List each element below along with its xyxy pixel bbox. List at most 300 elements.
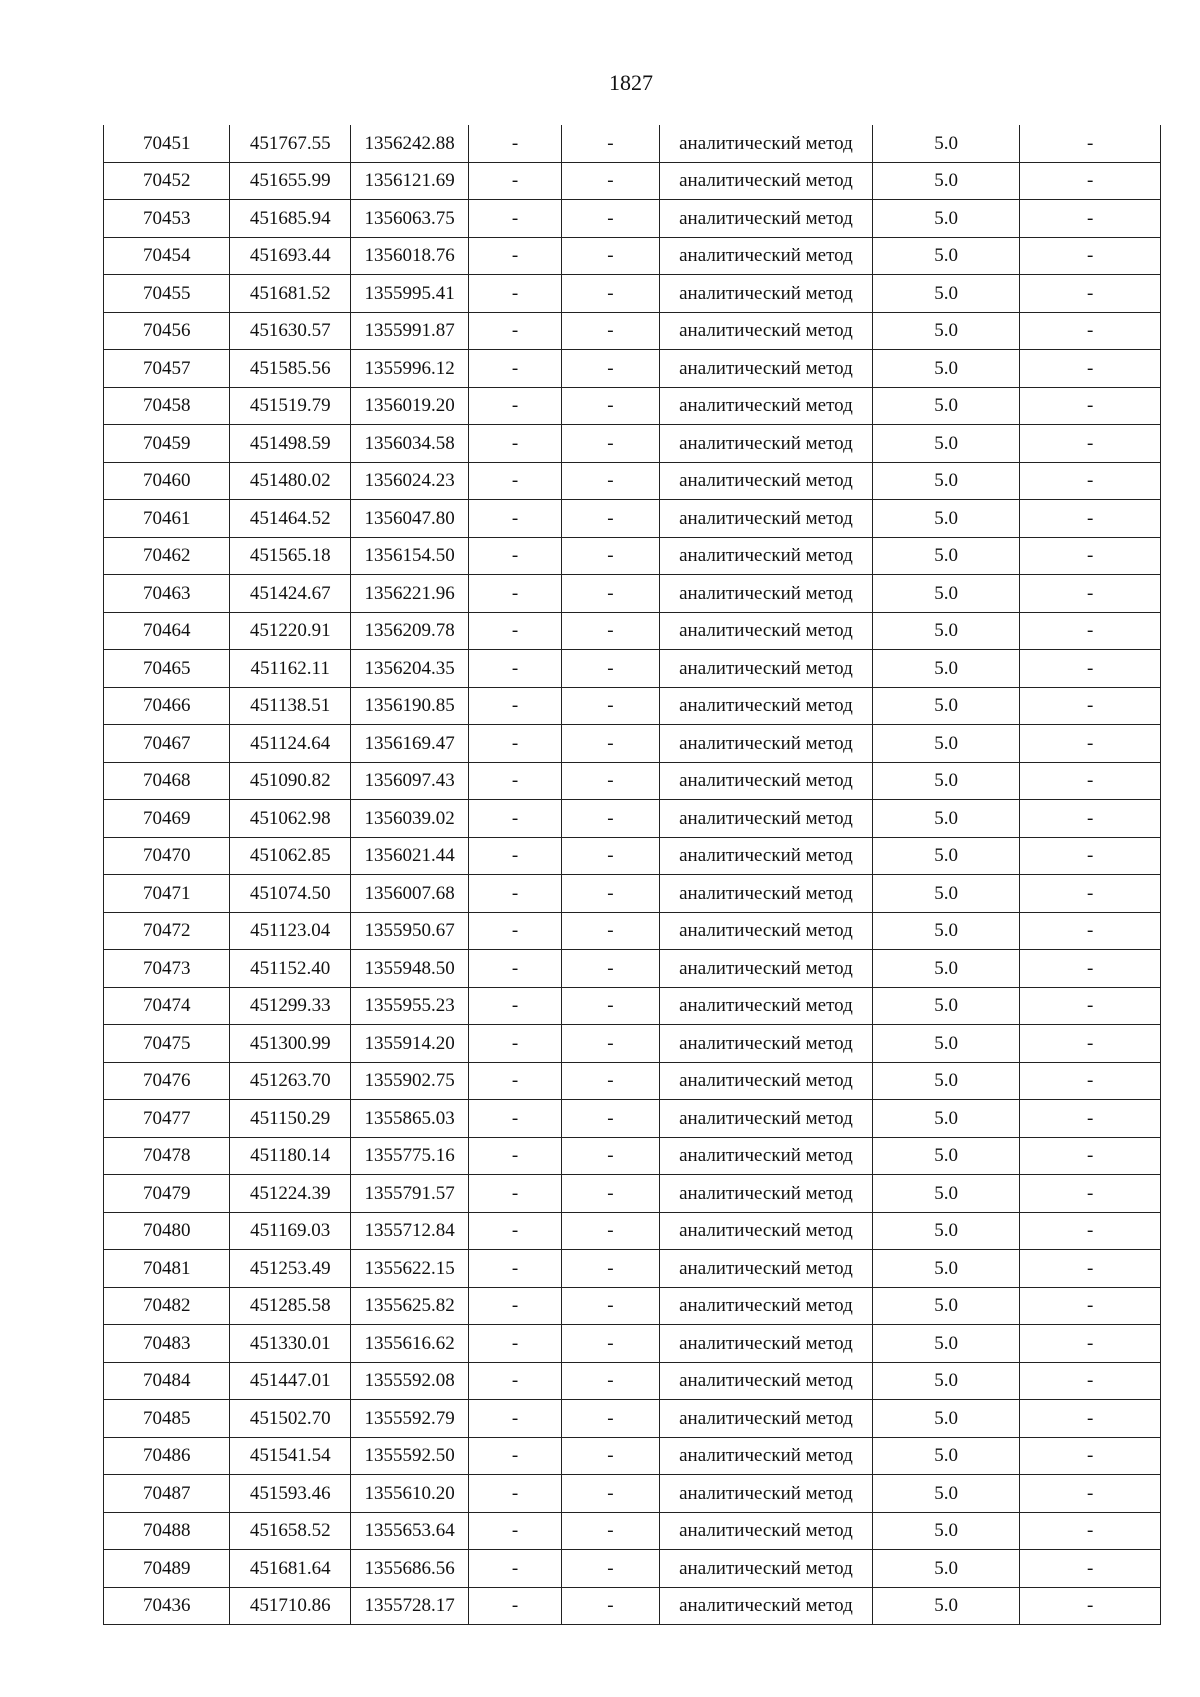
- col-5-value-cell: -: [561, 987, 659, 1025]
- x-coordinate-cell: 451767.55: [230, 125, 350, 162]
- point-number-cell: 70459: [104, 425, 230, 463]
- point-number-cell: 70473: [104, 950, 230, 988]
- col-8-value-cell: -: [1020, 1362, 1161, 1400]
- accuracy-cell: 5.0: [872, 837, 1020, 875]
- point-number-cell: 70483: [104, 1325, 230, 1363]
- table-row: [104, 687, 1161, 725]
- accuracy-cell: 5.0: [872, 1550, 1020, 1588]
- y-coordinate-cell: 1355902.75: [350, 1062, 468, 1100]
- col-5-value-cell: -: [561, 1212, 659, 1250]
- accuracy-cell: 5.0: [872, 912, 1020, 950]
- method-cell: аналитический метод: [660, 1550, 873, 1588]
- y-coordinate-cell: 1356034.58: [350, 425, 468, 463]
- table-row: [104, 1212, 1161, 1250]
- col-5-value-cell: -: [561, 1250, 659, 1288]
- x-coordinate-cell: 451480.02: [230, 462, 350, 500]
- y-coordinate-cell: 1355995.41: [350, 275, 468, 313]
- col-4-value-cell: -: [469, 1250, 561, 1288]
- col-4-value-cell: -: [469, 1362, 561, 1400]
- point-number-cell: 70465: [104, 650, 230, 688]
- col-5-value-cell: -: [561, 1137, 659, 1175]
- point-number-cell: 70467: [104, 725, 230, 763]
- table-row: [104, 1587, 1161, 1625]
- col-4-value-cell: -: [469, 987, 561, 1025]
- point-number-cell: 70453: [104, 200, 230, 238]
- point-number-cell: 70484: [104, 1362, 230, 1400]
- y-coordinate-cell: 1356019.20: [350, 387, 468, 425]
- accuracy-cell: 5.0: [872, 612, 1020, 650]
- method-cell: аналитический метод: [660, 1025, 873, 1063]
- method-cell: аналитический метод: [660, 1512, 873, 1550]
- col-4-value-cell: -: [469, 537, 561, 575]
- x-coordinate-cell: 451685.94: [230, 200, 350, 238]
- col-8-value-cell: -: [1020, 1025, 1161, 1063]
- col-8-value-cell: -: [1020, 1287, 1161, 1325]
- col-4-value-cell: -: [469, 500, 561, 538]
- col-8-value-cell: -: [1020, 462, 1161, 500]
- point-number-cell: 70455: [104, 275, 230, 313]
- point-number-cell: 70451: [104, 125, 230, 162]
- accuracy-cell: 5.0: [872, 537, 1020, 575]
- col-4-value-cell: -: [469, 1325, 561, 1363]
- method-cell: аналитический метод: [660, 275, 873, 313]
- y-coordinate-cell: 1356021.44: [350, 837, 468, 875]
- col-5-value-cell: -: [561, 1062, 659, 1100]
- accuracy-cell: 5.0: [872, 650, 1020, 688]
- col-8-value-cell: -: [1020, 312, 1161, 350]
- y-coordinate-cell: 1355712.84: [350, 1212, 468, 1250]
- point-number-cell: 70468: [104, 762, 230, 800]
- method-cell: аналитический метод: [660, 912, 873, 950]
- col-5-value-cell: -: [561, 1550, 659, 1588]
- y-coordinate-cell: 1356242.88: [350, 125, 468, 162]
- col-4-value-cell: -: [469, 875, 561, 913]
- point-number-cell: 70474: [104, 987, 230, 1025]
- accuracy-cell: 5.0: [872, 125, 1020, 162]
- method-cell: аналитический метод: [660, 1325, 873, 1363]
- col-4-value-cell: -: [469, 1287, 561, 1325]
- x-coordinate-cell: 451300.99: [230, 1025, 350, 1063]
- x-coordinate-cell: 451074.50: [230, 875, 350, 913]
- point-number-cell: 70476: [104, 1062, 230, 1100]
- col-5-value-cell: -: [561, 350, 659, 388]
- method-cell: аналитический метод: [660, 500, 873, 538]
- col-5-value-cell: -: [561, 875, 659, 913]
- x-coordinate-cell: 451585.56: [230, 350, 350, 388]
- accuracy-cell: 5.0: [872, 687, 1020, 725]
- y-coordinate-cell: 1355686.56: [350, 1550, 468, 1588]
- y-coordinate-cell: 1355948.50: [350, 950, 468, 988]
- table-row: [104, 350, 1161, 388]
- x-coordinate-cell: 451224.39: [230, 1175, 350, 1213]
- col-8-value-cell: -: [1020, 725, 1161, 763]
- method-cell: аналитический метод: [660, 800, 873, 838]
- accuracy-cell: 5.0: [872, 387, 1020, 425]
- col-8-value-cell: -: [1020, 687, 1161, 725]
- accuracy-cell: 5.0: [872, 1175, 1020, 1213]
- method-cell: аналитический метод: [660, 200, 873, 238]
- table-row: [104, 1175, 1161, 1213]
- x-coordinate-cell: 451299.33: [230, 987, 350, 1025]
- x-coordinate-cell: 451681.64: [230, 1550, 350, 1588]
- table-row: [104, 725, 1161, 763]
- col-5-value-cell: -: [561, 950, 659, 988]
- accuracy-cell: 5.0: [872, 950, 1020, 988]
- accuracy-cell: 5.0: [872, 275, 1020, 313]
- table-row: [104, 1400, 1161, 1438]
- col-8-value-cell: -: [1020, 1512, 1161, 1550]
- x-coordinate-cell: 451498.59: [230, 425, 350, 463]
- col-8-value-cell: -: [1020, 800, 1161, 838]
- col-8-value-cell: -: [1020, 500, 1161, 538]
- point-number-cell: 70475: [104, 1025, 230, 1063]
- x-coordinate-cell: 451541.54: [230, 1437, 350, 1475]
- y-coordinate-cell: 1355622.15: [350, 1250, 468, 1288]
- col-8-value-cell: -: [1020, 1175, 1161, 1213]
- col-8-value-cell: -: [1020, 237, 1161, 275]
- x-coordinate-cell: 451150.29: [230, 1100, 350, 1138]
- col-8-value-cell: -: [1020, 1587, 1161, 1625]
- y-coordinate-cell: 1355950.67: [350, 912, 468, 950]
- col-4-value-cell: -: [469, 575, 561, 613]
- col-4-value-cell: -: [469, 1212, 561, 1250]
- table-row: [104, 612, 1161, 650]
- y-coordinate-cell: 1356007.68: [350, 875, 468, 913]
- table-row: [104, 987, 1161, 1025]
- table-row: [104, 162, 1161, 200]
- accuracy-cell: 5.0: [872, 1587, 1020, 1625]
- accuracy-cell: 5.0: [872, 1325, 1020, 1363]
- col-5-value-cell: -: [561, 912, 659, 950]
- y-coordinate-cell: 1355592.08: [350, 1362, 468, 1400]
- col-4-value-cell: -: [469, 1137, 561, 1175]
- table-row: [104, 1362, 1161, 1400]
- table-row: [104, 462, 1161, 500]
- method-cell: аналитический метод: [660, 1475, 873, 1513]
- col-4-value-cell: -: [469, 237, 561, 275]
- x-coordinate-cell: 451152.40: [230, 950, 350, 988]
- col-8-value-cell: -: [1020, 762, 1161, 800]
- col-5-value-cell: -: [561, 1475, 659, 1513]
- col-4-value-cell: -: [469, 462, 561, 500]
- table-row: [104, 1287, 1161, 1325]
- table-row: [104, 200, 1161, 238]
- point-number-cell: 70464: [104, 612, 230, 650]
- point-number-cell: 70470: [104, 837, 230, 875]
- col-5-value-cell: -: [561, 275, 659, 313]
- col-8-value-cell: -: [1020, 275, 1161, 313]
- col-8-value-cell: -: [1020, 1212, 1161, 1250]
- method-cell: аналитический метод: [660, 387, 873, 425]
- point-number-cell: 70481: [104, 1250, 230, 1288]
- col-4-value-cell: -: [469, 837, 561, 875]
- table-row: [104, 1475, 1161, 1513]
- col-5-value-cell: -: [561, 650, 659, 688]
- table-row: [104, 912, 1161, 950]
- method-cell: аналитический метод: [660, 950, 873, 988]
- y-coordinate-cell: 1355955.23: [350, 987, 468, 1025]
- accuracy-cell: 5.0: [872, 162, 1020, 200]
- y-coordinate-cell: 1355592.79: [350, 1400, 468, 1438]
- method-cell: аналитический метод: [660, 1175, 873, 1213]
- y-coordinate-cell: 1355791.57: [350, 1175, 468, 1213]
- col-4-value-cell: -: [469, 612, 561, 650]
- point-number-cell: 70452: [104, 162, 230, 200]
- accuracy-cell: 5.0: [872, 1475, 1020, 1513]
- col-5-value-cell: -: [561, 1587, 659, 1625]
- table-row: [104, 1137, 1161, 1175]
- col-4-value-cell: -: [469, 725, 561, 763]
- point-number-cell: 70466: [104, 687, 230, 725]
- table-row: [104, 537, 1161, 575]
- col-5-value-cell: -: [561, 237, 659, 275]
- point-number-cell: 70462: [104, 537, 230, 575]
- col-5-value-cell: -: [561, 462, 659, 500]
- col-8-value-cell: -: [1020, 837, 1161, 875]
- point-number-cell: 70463: [104, 575, 230, 613]
- accuracy-cell: 5.0: [872, 237, 1020, 275]
- method-cell: аналитический метод: [660, 462, 873, 500]
- method-cell: аналитический метод: [660, 612, 873, 650]
- col-8-value-cell: -: [1020, 1062, 1161, 1100]
- point-number-cell: 70460: [104, 462, 230, 500]
- accuracy-cell: 5.0: [872, 1400, 1020, 1438]
- table-row: [104, 1062, 1161, 1100]
- col-8-value-cell: -: [1020, 537, 1161, 575]
- method-cell: аналитический метод: [660, 1362, 873, 1400]
- col-5-value-cell: -: [561, 837, 659, 875]
- y-coordinate-cell: 1356169.47: [350, 725, 468, 763]
- accuracy-cell: 5.0: [872, 1100, 1020, 1138]
- accuracy-cell: 5.0: [872, 1250, 1020, 1288]
- col-8-value-cell: -: [1020, 162, 1161, 200]
- x-coordinate-cell: 451253.49: [230, 1250, 350, 1288]
- table-row: [104, 312, 1161, 350]
- point-number-cell: 70480: [104, 1212, 230, 1250]
- table-row: [104, 950, 1161, 988]
- col-8-value-cell: -: [1020, 987, 1161, 1025]
- y-coordinate-cell: 1355914.20: [350, 1025, 468, 1063]
- col-5-value-cell: -: [561, 1362, 659, 1400]
- table-row: [104, 1250, 1161, 1288]
- table-row: [104, 1512, 1161, 1550]
- y-coordinate-cell: 1355728.17: [350, 1587, 468, 1625]
- col-4-value-cell: -: [469, 1100, 561, 1138]
- point-number-cell: 70469: [104, 800, 230, 838]
- x-coordinate-cell: 451124.64: [230, 725, 350, 763]
- accuracy-cell: 5.0: [872, 425, 1020, 463]
- col-4-value-cell: -: [469, 162, 561, 200]
- table-row: [104, 650, 1161, 688]
- method-cell: аналитический метод: [660, 1437, 873, 1475]
- accuracy-cell: 5.0: [872, 875, 1020, 913]
- method-cell: аналитический метод: [660, 725, 873, 763]
- table-row: [104, 500, 1161, 538]
- col-8-value-cell: -: [1020, 387, 1161, 425]
- col-8-value-cell: -: [1020, 425, 1161, 463]
- table-row: [104, 1437, 1161, 1475]
- x-coordinate-cell: 451447.01: [230, 1362, 350, 1400]
- table-row: [104, 875, 1161, 913]
- col-8-value-cell: -: [1020, 1100, 1161, 1138]
- point-number-cell: 70454: [104, 237, 230, 275]
- method-cell: аналитический метод: [660, 312, 873, 350]
- y-coordinate-cell: 1356063.75: [350, 200, 468, 238]
- y-coordinate-cell: 1355625.82: [350, 1287, 468, 1325]
- accuracy-cell: 5.0: [872, 987, 1020, 1025]
- col-5-value-cell: -: [561, 1437, 659, 1475]
- col-5-value-cell: -: [561, 1325, 659, 1363]
- col-8-value-cell: -: [1020, 1137, 1161, 1175]
- table-row: [104, 237, 1161, 275]
- table-row: [104, 800, 1161, 838]
- x-coordinate-cell: 451330.01: [230, 1325, 350, 1363]
- x-coordinate-cell: 451693.44: [230, 237, 350, 275]
- x-coordinate-cell: 451090.82: [230, 762, 350, 800]
- y-coordinate-cell: 1355991.87: [350, 312, 468, 350]
- y-coordinate-cell: 1355996.12: [350, 350, 468, 388]
- col-5-value-cell: -: [561, 612, 659, 650]
- col-5-value-cell: -: [561, 387, 659, 425]
- x-coordinate-cell: 451123.04: [230, 912, 350, 950]
- method-cell: аналитический метод: [660, 687, 873, 725]
- col-8-value-cell: -: [1020, 1437, 1161, 1475]
- x-coordinate-cell: 451681.52: [230, 275, 350, 313]
- point-number-cell: 70479: [104, 1175, 230, 1213]
- method-cell: аналитический метод: [660, 837, 873, 875]
- y-coordinate-cell: 1356024.23: [350, 462, 468, 500]
- point-number-cell: 70488: [104, 1512, 230, 1550]
- col-5-value-cell: -: [561, 1025, 659, 1063]
- point-number-cell: 70486: [104, 1437, 230, 1475]
- col-5-value-cell: -: [561, 125, 659, 162]
- col-5-value-cell: -: [561, 687, 659, 725]
- method-cell: аналитический метод: [660, 162, 873, 200]
- x-coordinate-cell: 451180.14: [230, 1137, 350, 1175]
- col-4-value-cell: -: [469, 1550, 561, 1588]
- table-row: [104, 125, 1161, 162]
- col-5-value-cell: -: [561, 162, 659, 200]
- method-cell: аналитический метод: [660, 875, 873, 913]
- x-coordinate-cell: 451464.52: [230, 500, 350, 538]
- table-row: [104, 387, 1161, 425]
- col-4-value-cell: -: [469, 387, 561, 425]
- col-8-value-cell: -: [1020, 1475, 1161, 1513]
- table-row: [104, 425, 1161, 463]
- col-5-value-cell: -: [561, 312, 659, 350]
- col-5-value-cell: -: [561, 500, 659, 538]
- y-coordinate-cell: 1356209.78: [350, 612, 468, 650]
- point-number-cell: 70457: [104, 350, 230, 388]
- point-number-cell: 70471: [104, 875, 230, 913]
- y-coordinate-cell: 1356204.35: [350, 650, 468, 688]
- col-4-value-cell: -: [469, 350, 561, 388]
- x-coordinate-cell: 451593.46: [230, 1475, 350, 1513]
- y-coordinate-cell: 1355865.03: [350, 1100, 468, 1138]
- col-5-value-cell: -: [561, 1512, 659, 1550]
- method-cell: аналитический метод: [660, 1587, 873, 1625]
- col-5-value-cell: -: [561, 200, 659, 238]
- method-cell: аналитический метод: [660, 125, 873, 162]
- y-coordinate-cell: 1356190.85: [350, 687, 468, 725]
- table-row: [104, 762, 1161, 800]
- col-4-value-cell: -: [469, 912, 561, 950]
- col-8-value-cell: -: [1020, 1400, 1161, 1438]
- col-4-value-cell: -: [469, 312, 561, 350]
- y-coordinate-cell: 1355592.50: [350, 1437, 468, 1475]
- x-coordinate-cell: 451565.18: [230, 537, 350, 575]
- x-coordinate-cell: 451285.58: [230, 1287, 350, 1325]
- col-8-value-cell: -: [1020, 125, 1161, 162]
- method-cell: аналитический метод: [660, 425, 873, 463]
- x-coordinate-cell: 451169.03: [230, 1212, 350, 1250]
- col-4-value-cell: -: [469, 800, 561, 838]
- accuracy-cell: 5.0: [872, 575, 1020, 613]
- accuracy-cell: 5.0: [872, 762, 1020, 800]
- table-row: [104, 1550, 1161, 1588]
- x-coordinate-cell: 451424.67: [230, 575, 350, 613]
- col-4-value-cell: -: [469, 125, 561, 162]
- col-8-value-cell: -: [1020, 1550, 1161, 1588]
- point-number-cell: 70472: [104, 912, 230, 950]
- x-coordinate-cell: 451162.11: [230, 650, 350, 688]
- accuracy-cell: 5.0: [872, 1137, 1020, 1175]
- point-number-cell: 70487: [104, 1475, 230, 1513]
- y-coordinate-cell: 1356221.96: [350, 575, 468, 613]
- col-5-value-cell: -: [561, 800, 659, 838]
- table-row: [104, 575, 1161, 613]
- x-coordinate-cell: 451502.70: [230, 1400, 350, 1438]
- col-8-value-cell: -: [1020, 950, 1161, 988]
- x-coordinate-cell: 451062.98: [230, 800, 350, 838]
- method-cell: аналитический метод: [660, 537, 873, 575]
- accuracy-cell: 5.0: [872, 500, 1020, 538]
- accuracy-cell: 5.0: [872, 725, 1020, 763]
- col-8-value-cell: -: [1020, 1250, 1161, 1288]
- col-5-value-cell: -: [561, 1175, 659, 1213]
- accuracy-cell: 5.0: [872, 1025, 1020, 1063]
- method-cell: аналитический метод: [660, 1137, 873, 1175]
- col-4-value-cell: -: [469, 1025, 561, 1063]
- y-coordinate-cell: 1356154.50: [350, 537, 468, 575]
- point-number-cell: 70456: [104, 312, 230, 350]
- y-coordinate-cell: 1356047.80: [350, 500, 468, 538]
- accuracy-cell: 5.0: [872, 462, 1020, 500]
- point-number-cell: 70485: [104, 1400, 230, 1438]
- col-4-value-cell: -: [469, 200, 561, 238]
- point-number-cell: 70436: [104, 1587, 230, 1625]
- accuracy-cell: 5.0: [872, 1362, 1020, 1400]
- x-coordinate-cell: 451710.86: [230, 1587, 350, 1625]
- col-5-value-cell: -: [561, 725, 659, 763]
- col-8-value-cell: -: [1020, 875, 1161, 913]
- table-row: [104, 1025, 1161, 1063]
- method-cell: аналитический метод: [660, 650, 873, 688]
- y-coordinate-cell: 1356018.76: [350, 237, 468, 275]
- col-8-value-cell: -: [1020, 350, 1161, 388]
- col-8-value-cell: -: [1020, 612, 1161, 650]
- col-4-value-cell: -: [469, 762, 561, 800]
- method-cell: аналитический метод: [660, 1400, 873, 1438]
- col-5-value-cell: -: [561, 1287, 659, 1325]
- method-cell: аналитический метод: [660, 1212, 873, 1250]
- accuracy-cell: 5.0: [872, 200, 1020, 238]
- x-coordinate-cell: 451655.99: [230, 162, 350, 200]
- x-coordinate-cell: 451062.85: [230, 837, 350, 875]
- col-5-value-cell: -: [561, 537, 659, 575]
- y-coordinate-cell: 1355610.20: [350, 1475, 468, 1513]
- col-5-value-cell: -: [561, 762, 659, 800]
